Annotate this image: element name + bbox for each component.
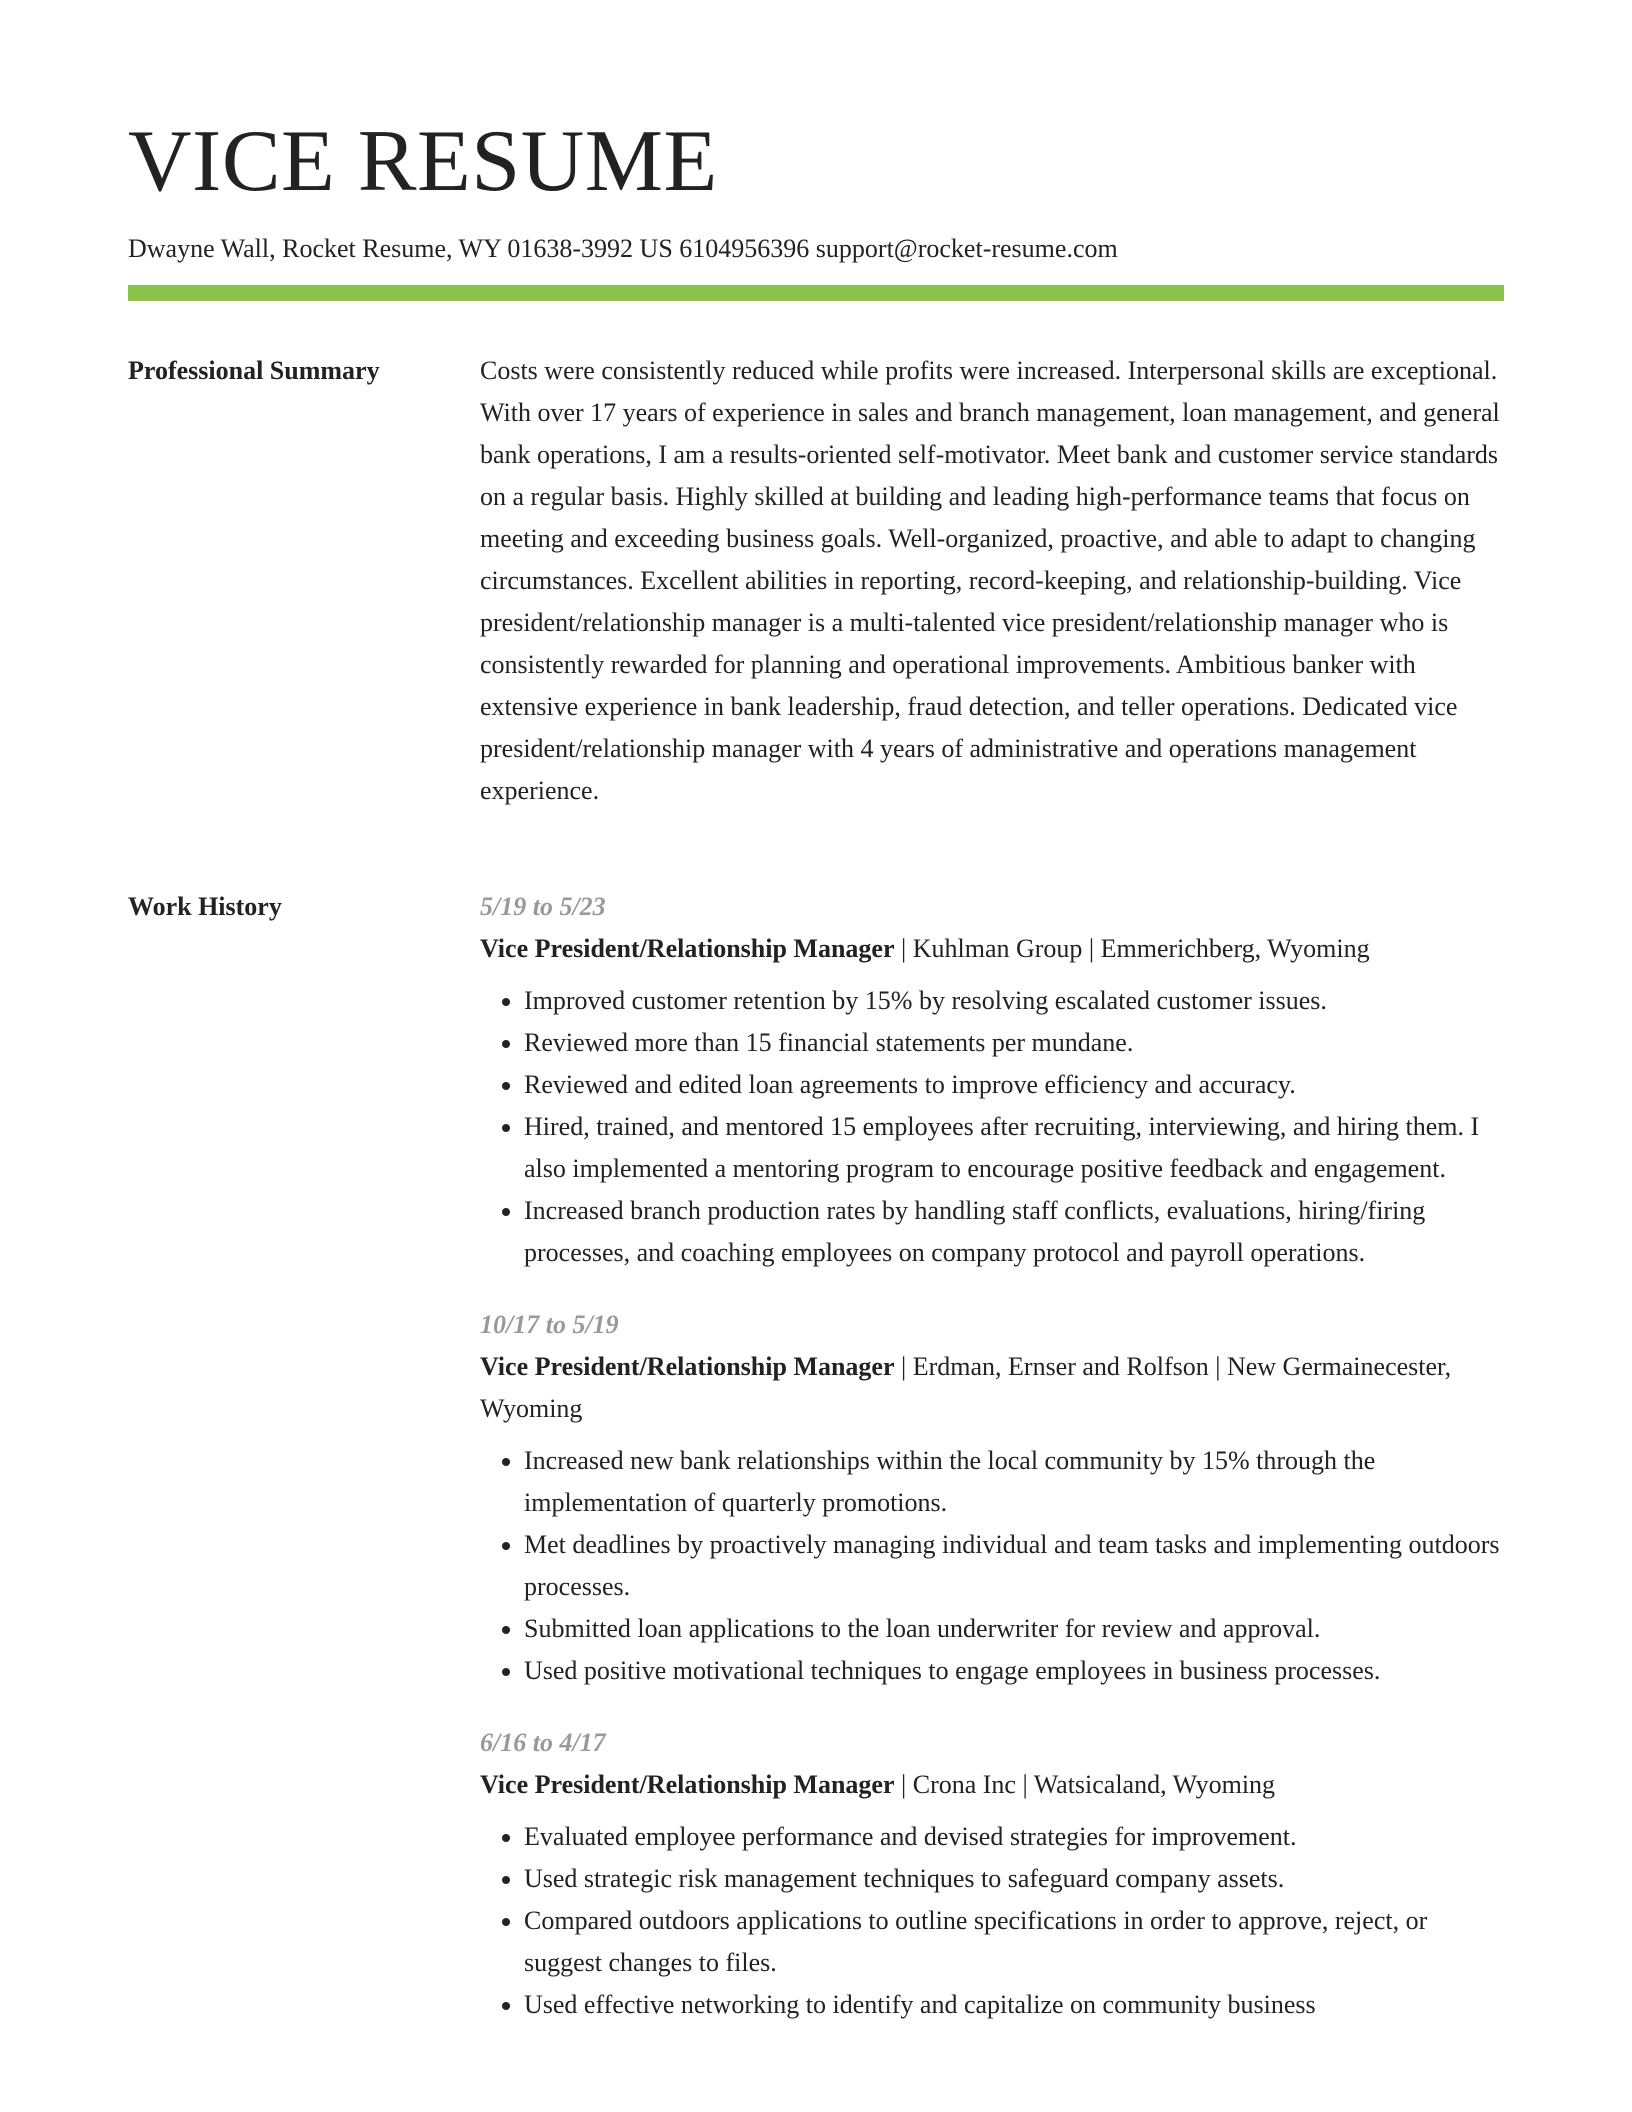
summary-text: Costs were consistently reduced while profits were increased. Interpersonal skills are exceptional. With over 17 years of experience in sales and branch management, loan management, and general bank operations, I am a results-oriented self-motivator. Meet bank and customer service standards on a regular basis. Highly skilled at building and leading high-performance teams that focus on meeting and exceeding business goals. Well-organized, proactive, and able to adapt to changing circumstances. Excellent abilities in reporting, record-keeping, and relationship-building. Vice president/relationship manager is a multi-talented vice president/relationship manager who is consistently rewarded for planning and operational improvements. Ambitious banker with extensive experience in bank leadership, fraud detection, and teller operations. Dedicated vice president/relationship manager with 4 years of administrative and operations management experience. <box>480 356 1500 805</box>
job-bullets <box>480 1816 1504 2026</box>
work-history-body <box>480 886 1504 2056</box>
job-bullet: • Submitted loan applications to the loan underwriter for review and approval. <box>524 1608 1504 1650</box>
job-entry <box>480 886 1504 1274</box>
job-heading <box>480 1764 1504 1806</box>
job-bullet: • Reviewed and edited loan agreements to improve efficiency and accuracy. <box>524 1064 1504 1106</box>
job-entry <box>480 1304 1504 1692</box>
job-title: Vice President/Relationship Manager <box>480 934 895 963</box>
job-dates: 6/16 to 4/17 <box>480 1728 606 1757</box>
job-dates: 10/17 to 5/19 <box>480 1310 619 1339</box>
work-history-label: Work History <box>128 892 282 921</box>
job-bullet: • Evaluated employee performance and devised strategies for improvement. <box>524 1816 1504 1858</box>
job-heading <box>480 928 1504 970</box>
job-bullet: • Used effective networking to identify and capitalize on community business <box>524 1984 1504 2026</box>
job-bullet: • Increased new bank relationships within the local community by 15% through the implementation of quarterly promotions. <box>524 1440 1504 1524</box>
job-bullet: • Improved customer retention by 15% by resolving escalated customer issues. <box>524 980 1504 1022</box>
job-entry <box>480 1722 1504 2026</box>
summary-label: Professional Summary <box>128 356 380 385</box>
job-bullet: • Compared outdoors applications to outline specifications in order to approve, reject, or suggest changes to files. <box>524 1900 1504 1984</box>
job-bullet: • Reviewed more than 15 financial statements per mundane. <box>524 1022 1504 1064</box>
job-details: | Kuhlman Group | Emmerichberg, Wyoming <box>894 934 1370 963</box>
job-bullet: • Increased branch production rates by handling staff conflicts, evaluations, hiring/firing processes, and coaching employees on company protocol and payroll operations. <box>524 1190 1504 1274</box>
job-bullet: • Met deadlines by proactively managing individual and team tasks and implementing outdoors processes. <box>524 1524 1504 1608</box>
job-details: | Crona Inc | Watsicaland, Wyoming <box>894 1770 1276 1799</box>
job-details: | Erdman, Ernser and Rolfson | New Germainecester, Wyoming <box>480 1352 1452 1423</box>
summary-body <box>480 350 1504 812</box>
job-dates: 5/19 to 5/23 <box>480 892 606 921</box>
resume-title: VICE RESUME <box>128 113 718 210</box>
job-bullet: • Used positive motivational techniques to engage employees in business processes. <box>524 1650 1504 1692</box>
job-title: Vice President/Relationship Manager <box>480 1352 895 1381</box>
job-bullets <box>480 1440 1504 1692</box>
header-divider <box>128 285 1504 301</box>
job-heading <box>480 1346 1504 1430</box>
job-bullet: • Hired, trained, and mentored 15 employees after recruiting, interviewing, and hiring them. I also implemented a mentoring program to encourage positive feedback and engagement. <box>524 1106 1504 1190</box>
contact-info: Dwayne Wall, Rocket Resume, WY 01638-3992 US 6104956396 support@rocket-resume.com <box>128 234 1118 263</box>
job-title: Vice President/Relationship Manager <box>480 1770 895 1799</box>
job-bullet: • Used strategic risk management techniques to safeguard company assets. <box>524 1858 1504 1900</box>
job-bullets <box>480 980 1504 1274</box>
